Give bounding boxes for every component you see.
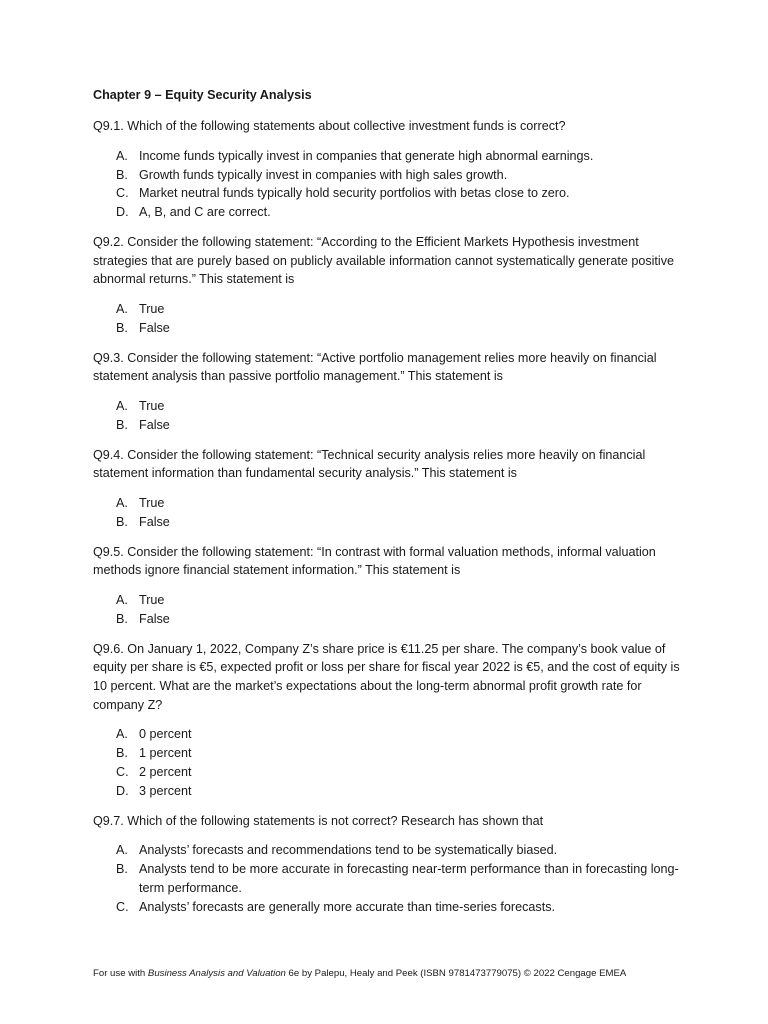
question-text: Q9.6. On January 1, 2022, Company Z’s share price is €11.25 per share. The company’s book value of equity per share is €5, expected profit or loss per share for fiscal year 2022 is €5, and the cost of equity is 10 percent. What are the market’s expectations about the long-term abnormal profit growth rate for company Z? <box>93 641 680 712</box>
answer-option <box>93 397 683 416</box>
option-letter: B. <box>116 746 128 761</box>
option-letter: A. <box>116 148 128 163</box>
option-text: False <box>139 320 170 335</box>
answer-option <box>93 203 683 222</box>
option-letter: A. <box>116 399 128 413</box>
option-letter: B. <box>116 320 128 335</box>
answer-options <box>93 300 683 338</box>
option-letter: A. <box>116 843 128 858</box>
question-text: Q9.7. Which of the following statements is not correct? Research has shown that <box>93 813 544 828</box>
question-text: Q9.2. Consider the following statement: “According to the Efficient Markets Hypothesis investment strategies that are purely based on publicly available information cannot systematically generate positive abnormal returns.” This statement is <box>93 234 675 287</box>
page-footer <box>93 967 693 981</box>
answer-option <box>93 898 683 917</box>
option-text: Analysts tend to be more accurate in forecasting near-term performance than in forecasting long-term performance. <box>139 862 679 895</box>
answer-option <box>93 184 683 203</box>
answer-option <box>93 591 683 610</box>
option-text: True <box>139 496 165 510</box>
answer-options <box>93 397 683 435</box>
answer-option <box>93 319 683 338</box>
option-letter: D. <box>116 783 129 798</box>
option-text: 0 percent <box>139 727 192 742</box>
option-text: Income funds typically invest in companies that generate high abnormal earnings. <box>139 148 594 163</box>
answer-option <box>93 300 683 319</box>
option-letter: D. <box>116 205 129 220</box>
answer-option <box>93 744 683 763</box>
answer-option <box>93 166 683 185</box>
answer-option <box>93 610 683 629</box>
answer-options <box>93 725 683 800</box>
footer-book-title: Business Analysis and Valuation <box>147 968 286 979</box>
answer-option <box>93 782 683 801</box>
footer-suffix: 6e by Palepu, Healy and Peek (ISBN 9781473779075) © 2022 Cengage EMEA <box>285 968 627 979</box>
question-text: Q9.1. Which of the following statements about collective investment funds is correct? <box>93 119 566 133</box>
option-letter: B. <box>116 862 128 877</box>
document-page <box>93 86 683 927</box>
option-text: 2 percent <box>139 765 192 779</box>
option-text: False <box>139 514 170 529</box>
option-letter: B. <box>116 611 128 626</box>
option-letter: C. <box>116 899 129 914</box>
option-letter: C. <box>116 765 129 779</box>
question-text: Q9.5. Consider the following statement: “In contrast with formal valuation methods, informal valuation methods ignore financial statement information.” This statement is <box>93 544 656 578</box>
option-letter: B. <box>116 167 128 182</box>
answer-options <box>93 147 683 222</box>
option-letter: A. <box>116 496 128 510</box>
option-letter: C. <box>116 186 129 201</box>
option-text: False <box>139 417 170 432</box>
question-text: Q9.4. Consider the following statement: “Technical security analysis relies more heavily on financial statement information than fundamental security analysis.” This statement is <box>93 447 646 481</box>
option-text: Market neutral funds typically hold security portfolios with betas close to zero. <box>139 186 570 201</box>
answer-option <box>93 763 683 782</box>
question-text: Q9.3. Consider the following statement: “Active portfolio management relies more heavily on financial statement analysis than passive portfolio management.” This statement is <box>93 350 657 384</box>
option-text: Analysts’ forecasts are generally more accurate than time-series forecasts. <box>139 899 555 914</box>
answer-option <box>93 147 683 166</box>
option-text: True <box>139 302 165 316</box>
option-text: Analysts’ forecasts and recommendations tend to be systematically biased. <box>139 843 558 858</box>
answer-options <box>93 494 683 532</box>
option-letter: A. <box>116 593 128 607</box>
option-text: A, B, and C are correct. <box>139 205 271 220</box>
footer-prefix: For use with <box>93 968 148 979</box>
answer-option <box>93 494 683 513</box>
question-list <box>93 117 683 916</box>
option-text: 1 percent <box>139 746 192 761</box>
answer-option <box>93 725 683 744</box>
option-letter: A. <box>116 727 128 742</box>
answer-option <box>93 860 683 898</box>
chapter-title: Chapter 9 – Equity Security Analysis <box>93 88 312 102</box>
answer-option <box>93 416 683 435</box>
answer-options <box>93 841 683 916</box>
option-text: True <box>139 399 165 413</box>
option-text: 3 percent <box>139 783 192 798</box>
option-letter: B. <box>116 417 128 432</box>
answer-option <box>93 841 683 860</box>
answer-options <box>93 591 683 629</box>
option-text: Growth funds typically invest in companies with high sales growth. <box>139 167 508 182</box>
option-text: True <box>139 593 165 607</box>
option-letter: B. <box>116 514 128 529</box>
answer-option <box>93 513 683 532</box>
option-text: False <box>139 611 170 626</box>
option-letter: A. <box>116 302 128 316</box>
